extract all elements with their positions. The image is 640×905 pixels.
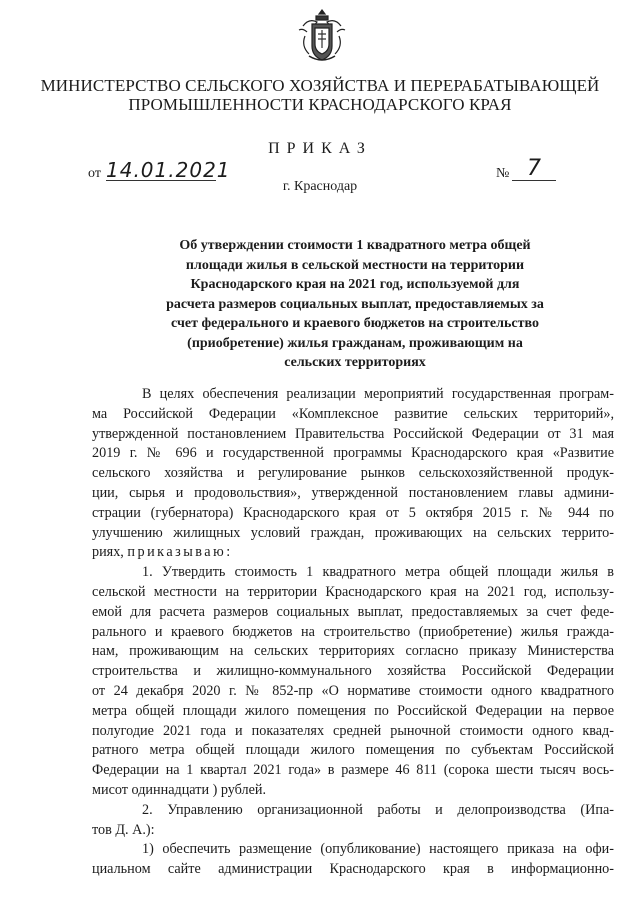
body-line: ма Российской Федерации «Комплексное развитие сельских территорий», <box>92 405 614 422</box>
body-line <box>92 543 614 563</box>
body-line: Федерации на 1 квартал 2021 года» в размере 46 811 (сорока шести тысяч вось- <box>92 762 614 779</box>
preamble-paragraph <box>92 385 614 563</box>
body-line: от 24 декабря 2020 г. № 852-пр «О нормативе стоимости одного квадратного <box>92 682 614 699</box>
body-line: 2019 г. № 696 и государственной программы Краснодарского края «Развитие <box>92 445 614 462</box>
order-date: 14.01.2021 <box>106 158 231 182</box>
body-line: строительства и жилищно-коммунального хозяйства Российской Федерации <box>92 663 614 680</box>
subject-line: счет федерального и краевого бюджетов на строительство <box>171 316 539 331</box>
body-line: метра общей площади жилого помещения по Российской Федерации на первое <box>92 702 614 719</box>
ministry-name <box>40 76 600 114</box>
order-word: приказываю: <box>127 544 233 561</box>
body-line: тов Д. А.): <box>92 821 155 838</box>
body-line: полугодие 2021 года и показателях средней рыночной стоимости одного квад- <box>92 722 614 739</box>
body-line: сельской местности на территории Краснодарского края на 2021 год, использу- <box>92 583 614 600</box>
body-line: нам, проживающим на сельских территориях согласно приказу Министерства <box>92 643 614 660</box>
body-line: рального и краевого бюджетов на строительство (приобретение) жилья гражда- <box>92 623 614 640</box>
subject-line: сельских территориях <box>284 355 426 370</box>
city-label: г. Краснодар <box>282 179 358 194</box>
date-prefix: от <box>88 166 101 181</box>
body-line: 2. Управлению организационной работы и делопроизводства (Ипа- <box>142 801 614 818</box>
body-line: мисот одиннадцати ) рублей. <box>92 781 267 798</box>
body-line: 1) обеспечить размещение (опубликование) настоящего приказа на офи- <box>142 841 614 858</box>
subject-line: Краснодарского края на 2021 год, используемой для <box>190 277 520 292</box>
order-number: 7 <box>512 156 556 181</box>
body-line: циальном сайте администрации Краснодарского края в информационно- <box>92 861 614 878</box>
item-1-paragraph <box>92 563 614 801</box>
body-line: 1. Утвердить стоимость 1 квадратного метра общей площади жилья в <box>142 564 614 581</box>
document-title: ПРИКАЗ <box>268 140 372 157</box>
subject-line: (приобретение) жилья гражданам, проживающим на <box>187 335 523 351</box>
coat-of-arms-icon <box>295 6 349 66</box>
order-body <box>92 385 614 880</box>
item-2-paragraph <box>92 801 614 841</box>
body-line: утвержденной постановлением Правительства Российской Федерации от 31 мая <box>92 425 614 442</box>
body-line: улучшению жилищных условий граждан, проживающих на сельских террито- <box>92 524 614 541</box>
body-line: сельского хозяйства и регулирование рынков сельскохозяйственной продук- <box>92 465 614 482</box>
item-2-1-paragraph <box>92 840 614 880</box>
subject-line: площади жилья в сельской местности на территории <box>185 257 525 273</box>
subject-line: Об утверждении стоимости 1 квадратного метра общей <box>179 238 531 253</box>
order-subject <box>140 236 570 373</box>
number-prefix: № <box>496 166 510 181</box>
body-line: ратного метра общей площади жилого помещения по субъектам Российской <box>92 742 614 759</box>
preamble-end: риях, <box>92 544 128 561</box>
body-line: ции, сырья и продовольствия», утвержденной постановлением главы админи- <box>92 484 614 501</box>
body-line: страции (губернатора) Краснодарского края от 5 октября 2015 г. № 944 по <box>92 504 614 521</box>
ministry-name-line-1: МИНИСТЕРСТВО СЕЛЬСКОГО ХОЗЯЙСТВА И ПЕРЕРАБАТЫВАЮЩЕЙ <box>40 76 600 95</box>
body-line: В целях обеспечения реализации мероприятий государственная програм- <box>142 386 614 402</box>
subject-line: расчета размеров социальных выплат, предоставляемых за <box>166 296 544 312</box>
body-line: емой для расчета размеров социальных выплат, предоставляемых за счет феде- <box>92 603 614 620</box>
ministry-name-line-2: ПРОМЫШЛЕННОСТИ КРАСНОДАРСКОГО КРАЯ <box>128 95 512 114</box>
